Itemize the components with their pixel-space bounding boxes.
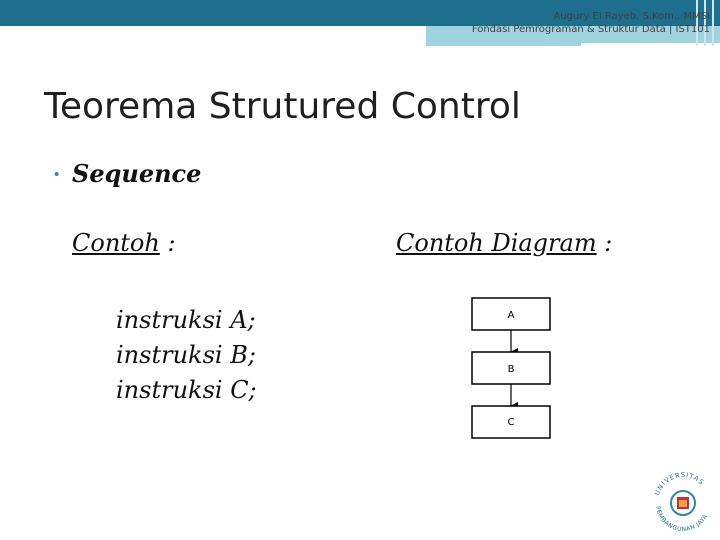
diagram-box-a-label: A	[507, 310, 515, 321]
instruction-line: instruksi B;	[116, 341, 256, 369]
header-course: Fondasi Pemrograman & Struktur Data | IST101	[471, 24, 710, 35]
header-accent-line	[426, 43, 581, 46]
example-label-colon: :	[159, 229, 176, 257]
logo-text-top: UNIVERSITAS	[653, 470, 706, 497]
diagram-label-text: Contoh Diagram	[396, 229, 597, 257]
sequence-diagram	[470, 296, 560, 441]
logo-emblem-inner	[679, 500, 687, 507]
diagram-box-c-label: C	[507, 417, 515, 428]
diagram-label-colon: :	[596, 229, 613, 257]
logo-text-bottom: PEMBANGUNAN JAYA	[654, 505, 710, 534]
bullet-sequence: Sequence	[72, 159, 202, 188]
slide-title: Teorema Strutured Control	[44, 86, 521, 127]
diagram-box-b-label: B	[507, 364, 515, 375]
header-decoration	[692, 0, 718, 46]
diagram-label	[396, 229, 612, 257]
example-label	[72, 229, 176, 257]
example-label-text: Contoh	[72, 229, 160, 257]
header-author: Augury El Rayeb, S.Kom., MMSI	[553, 11, 710, 22]
bullet-icon: •	[54, 166, 60, 183]
instruction-line: instruksi A;	[116, 306, 256, 334]
instruction-line: instruksi C;	[116, 376, 257, 404]
university-logo	[648, 462, 718, 538]
